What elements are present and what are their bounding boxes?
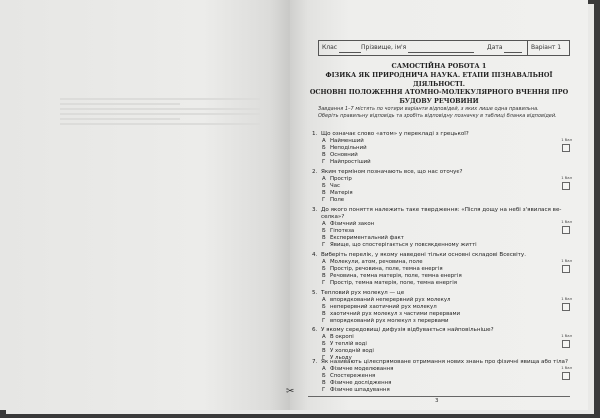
question-5 (312, 290, 572, 325)
question-3 (312, 207, 572, 249)
date-field[interactable]: Дата (487, 43, 522, 53)
score-label: 1 бал (561, 175, 572, 180)
name-field[interactable]: Прізвище, ім'я (361, 43, 474, 53)
question-7 (312, 359, 572, 394)
answer-option-c: В хаотичний рух молекул з частими перервами (322, 310, 461, 317)
left-page (0, 0, 290, 410)
question-1 (312, 131, 572, 166)
question-text: Яким терміном позначають все, що нас оточує? (321, 169, 463, 175)
score-label: 1 бал (561, 219, 572, 224)
question-text: Виберіть перелік, у якому наведені тільки основні складові Всесвіту. (321, 252, 526, 258)
question-text: У якому середовищі дифузія відбувається найповільніше? (321, 327, 494, 333)
question-4 (312, 252, 572, 287)
class-field[interactable]: Клас (322, 43, 361, 53)
answer-option-a: А Фізичний закон (322, 221, 375, 227)
answer-checkbox[interactable] (562, 340, 570, 348)
instructions-line-2: Оберіть правильну відповідь та зробіть відповідну позначку в таблиці бланка відповідей. (318, 112, 557, 119)
answer-checkbox[interactable] (562, 303, 570, 311)
page-number: 3 (435, 398, 439, 404)
answer-option-a: А В окропі (322, 334, 354, 340)
answer-option-d: Г Поле (322, 196, 345, 203)
title-line-1: САМОСТІЙНА РОБОТА 1 (391, 62, 487, 70)
answer-option-b: Б Час (322, 182, 340, 189)
question-number: 4. (312, 252, 318, 258)
answer-option-c: В Експериментальний факт (322, 234, 404, 241)
title-line-3: ОСНОВНІ ПОЛОЖЕННЯ АТОМНО-МОЛЕКУЛЯРНОГО ВЧЕННЯ ПРО БУДОВУ РЕЧОВИНИ (309, 88, 569, 105)
answer-option-d: Г впорядкований рух молекул з перервами (322, 317, 449, 324)
answer-option-b: Б Гіпотеза (322, 227, 355, 234)
question-text: Тепловий рух молекул — це (321, 290, 405, 296)
answer-option-c: В У холодній воді (322, 347, 374, 354)
answer-checkbox[interactable] (562, 265, 570, 273)
answer-option-d: Г У льоду (322, 354, 352, 361)
instructions (318, 106, 566, 119)
answer-option-b: Б Простір, речовина, поле, темна енергія (322, 265, 443, 272)
header-divider (527, 41, 528, 55)
answer-checkbox[interactable] (562, 144, 570, 152)
answer-option-a: А Фізичне моделювання (322, 366, 394, 372)
score-label: 1 бал (561, 333, 572, 338)
answer-option-b: Б У теплій воді (322, 340, 367, 347)
answer-option-a: А Молекули, атом, речовина, поле (322, 259, 423, 265)
answer-checkbox[interactable] (562, 372, 570, 380)
student-header-box (318, 40, 570, 56)
footer-line (308, 396, 570, 397)
score-label: 1 бал (561, 137, 572, 142)
question-number: 7. (312, 359, 318, 365)
question-number: 3. (312, 207, 318, 213)
title-line-2: ФІЗИКА ЯК ПРИРОДНИЧА НАУКА. ЕТАПИ ПІЗНАВАЛЬНОЇ ДІЯЛЬНОСТІ. (325, 71, 553, 88)
answer-option-c: В Фізичне дослідження (322, 379, 392, 386)
answer-checkbox[interactable] (562, 226, 570, 234)
question-2 (312, 169, 572, 204)
answer-option-d: Г Фізичне шпадування (322, 386, 390, 393)
answer-option-d: Г Найпростіший (322, 158, 371, 165)
answer-option-b: Б Неподільний (322, 144, 367, 151)
answer-option-a: А Найменший (322, 138, 364, 144)
question-text: Що означає слово «атом» у перекладі з грецької? (321, 131, 469, 137)
answer-option-d: Г Простір, темна матерія, поле, темна енергія (322, 279, 457, 286)
answer-option-c: В Речовина, темна матерія, поле, темна енергія (322, 272, 462, 279)
answer-checkbox[interactable] (562, 182, 570, 190)
answer-option-b: Б неперервний хаотичний рух молекул (322, 303, 437, 310)
question-number: 5. (312, 290, 318, 296)
question-number: 6. (312, 327, 318, 333)
question-number: 2. (312, 169, 318, 175)
answer-option-c: В Основний (322, 151, 358, 158)
answer-option-d: Г Явище, що спостерігається у повсякденному житті (322, 241, 477, 248)
question-text: До якого поняття належить таке твердження: «Після дощу на небі з'явилася ве- (321, 207, 562, 213)
answer-option-a: А Простір (322, 176, 352, 182)
bleed-through-text (60, 95, 260, 128)
worksheet-title (308, 62, 570, 105)
answer-option-b: Б Спостереження (322, 372, 376, 379)
score-label: 1 бал (561, 365, 572, 370)
instructions-line-1: Завдання 1–7 містять по чотири варіанти відповідей, з яких лише одна правильна. (318, 106, 539, 112)
scissors-cut-icon: ✂ (286, 386, 295, 397)
question-text-cont: селка»? (321, 214, 345, 220)
score-label: 1 бал (561, 258, 572, 263)
answer-option-c: В Матерія (322, 189, 353, 196)
question-6 (312, 327, 572, 362)
question-number: 1. (312, 131, 318, 137)
variant-label: Варіант 1 (531, 44, 562, 51)
question-text: Як називають цілеспрямоване отримання нових знань про фізичні явища або тіла? (321, 359, 568, 365)
answer-option-a: А впорядкований неперервний рух молекул (322, 297, 451, 303)
score-label: 1 бал (561, 296, 572, 301)
